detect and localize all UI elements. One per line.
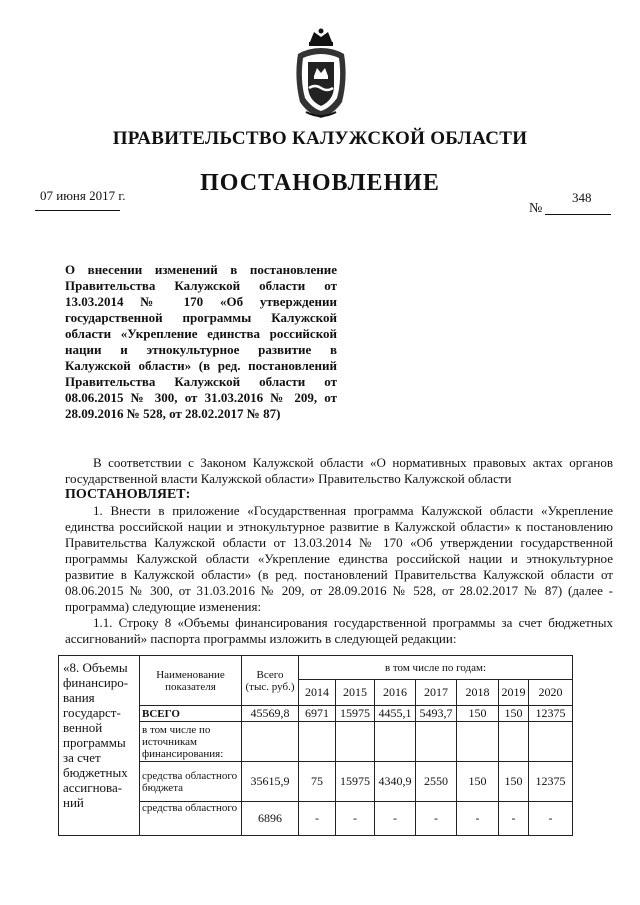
row-value: 5493,7	[416, 706, 457, 722]
row-value: 4340,9	[375, 762, 416, 802]
row-value	[299, 722, 336, 762]
row-value: 6971	[299, 706, 336, 722]
row-value: 75	[299, 762, 336, 802]
row-value: -	[299, 802, 336, 836]
year-header: 2020	[529, 680, 573, 706]
row-value: -	[336, 802, 375, 836]
financing-table	[58, 655, 573, 836]
document-subject: О внесении изменений в постановление Правительства Калужской области от 13.03.2014 № 170 «Об утверждении государственной программы Калужской области «Укрепление единства российской нации и этнокультурное развитие в Калужской области» (в ред. постановлений Правительства Калужской области от 08.06.2015 № 300, от 31.03.2016 № 209, от 28.09.2016 № 528, от 28.02.2017 № 87)	[65, 262, 337, 421]
row-value	[529, 722, 573, 762]
intro-paragraph: В соответствии с Законом Калужской области «О нормативных правовых актах органов государственной власти Калужской области» Правительство Калужской области	[65, 455, 613, 486]
col-header-years-group: в том числе по годам:	[299, 656, 573, 680]
row-value	[416, 722, 457, 762]
row-value: 15975	[336, 762, 375, 802]
row-value: -	[375, 802, 416, 836]
row-value: -	[457, 802, 499, 836]
item-1-1-paragraph: 1.1. Строку 8 «Объемы финансирования государственной программы за счет бюджетных ассигнований» паспорта программы изложить в следующей редакции:	[65, 615, 613, 646]
row-value: 12375	[529, 706, 573, 722]
row-total: 45569,8	[242, 706, 299, 722]
government-title: ПРАВИТЕЛЬСТВО КАЛУЖСКОЙ ОБЛАСТИ	[112, 128, 528, 149]
date-underline	[35, 210, 120, 211]
year-header: 2015	[336, 680, 375, 706]
year-header: 2019	[499, 680, 529, 706]
row-value: -	[499, 802, 529, 836]
item-1-paragraph: 1. Внести в приложение «Государственная программа Калужской области «Укрепление единства российской нации и этнокультурное развитие в Калужской области» к постановлению Правительства Калужской области от 13.03.2014 № 170 «Об утверждении государственной программы Калужской области «Укрепление единства российской нации и этнокультурное развитие в Калужской области» (в ред. постановлений Правительства Калужской области от 08.06.2015 № 300, от 31.03.2016 № 209, от 28.09.2016 № 528, от 28.02.2017 № 87) (далее - программа) следующие изменения:	[65, 503, 613, 614]
row-value: 4455,1	[375, 706, 416, 722]
row-value: -	[416, 802, 457, 836]
row-value: 150	[457, 706, 499, 722]
row-value: 150	[499, 762, 529, 802]
number-sign: №	[529, 201, 543, 216]
row-value: -	[529, 802, 573, 836]
row-value: 15975	[336, 706, 375, 722]
document-date: 07 июня 2017 г.	[40, 188, 126, 203]
row-total: 35615,9	[242, 762, 299, 802]
col-header-name: Наименование показателя	[140, 656, 242, 706]
row-value: 150	[499, 706, 529, 722]
number-underline	[545, 214, 611, 215]
row-name: в том числе по источникам финансирования:	[140, 722, 242, 762]
row-name: средства областного	[140, 802, 242, 836]
resolves-heading: ПОСТАНОВЛЯЕТ:	[65, 487, 191, 502]
document-type-title: ПОСТАНОВЛЕНИЕ	[200, 170, 440, 196]
row-name: ВСЕГО	[140, 706, 242, 722]
row-total	[242, 722, 299, 762]
year-header: 2016	[375, 680, 416, 706]
row-header-cell: «8. Объемы финансиро-вания государст-венной программы за счет бюджетных ассигнова-ний	[59, 656, 140, 836]
row-value	[457, 722, 499, 762]
row-name: средства областного бюджета	[140, 762, 242, 802]
document-number: 348	[572, 190, 592, 205]
row-value	[375, 722, 416, 762]
year-header: 2017	[416, 680, 457, 706]
row-value	[499, 722, 529, 762]
row-value	[336, 722, 375, 762]
year-header: 2018	[457, 680, 499, 706]
row-value: 12375	[529, 762, 573, 802]
kaluga-coat-of-arms-icon	[290, 28, 352, 120]
row-total: 6896	[242, 802, 299, 836]
row-value: 150	[457, 762, 499, 802]
row-value: 2550	[416, 762, 457, 802]
year-header: 2014	[299, 680, 336, 706]
col-header-total: Всего (тыс. руб.)	[242, 656, 299, 706]
